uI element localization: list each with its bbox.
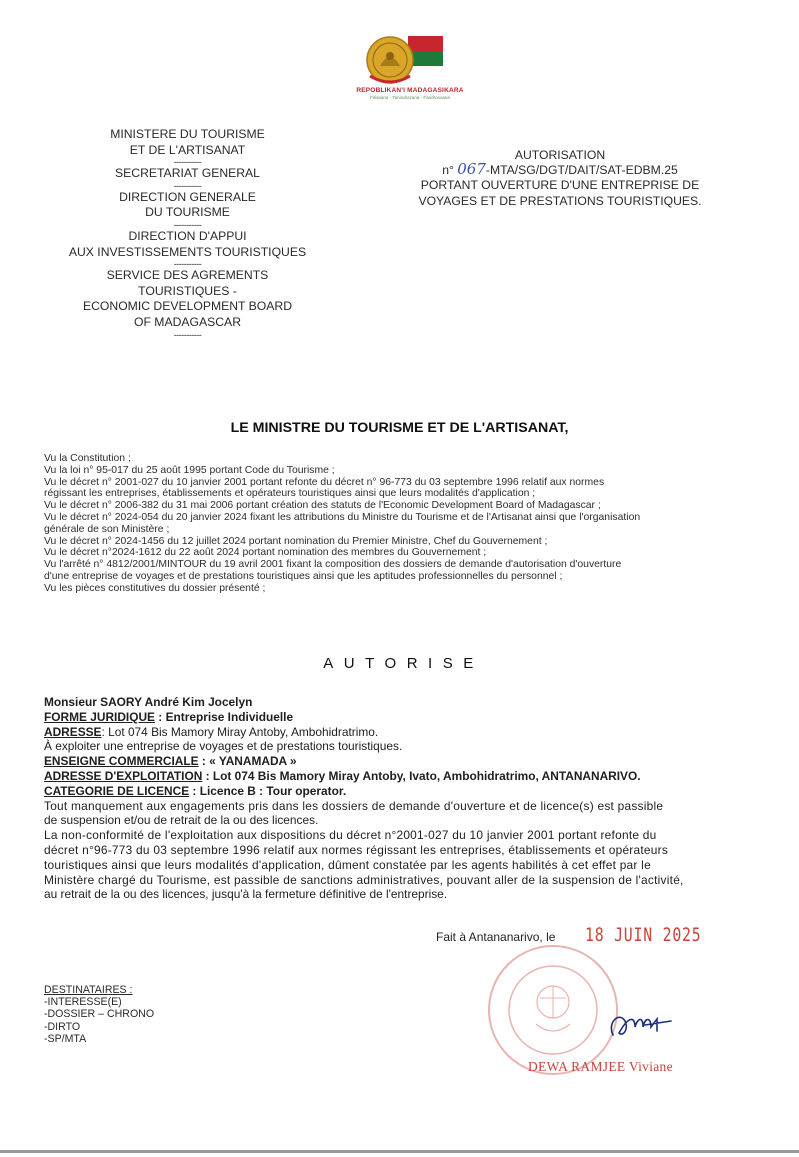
authorization-header (380, 148, 740, 209)
recipient-item: -SP/MTA (44, 1032, 87, 1045)
seal-motto: Fitiavana - Tanindrazana - Fandrosoana (370, 95, 450, 100)
visa-line: Vu le décret n° 2001-027 du 10 janvier 2001 portant refonte du décret n° 96-773 du 03 septembre 1996 relatif aux normes (44, 476, 605, 488)
licence-label: CATEGORIE DE LICENCE (44, 783, 190, 798)
enseigne-label: ENSEIGNE COMMERCIALE (44, 754, 199, 769)
minister-heading: LE MINISTRE DU TOURISME ET DE L'ARTISANAT, (230, 420, 569, 436)
paragraph-line: La non-conformité de l'exploitation aux dispositions du décret n°2001-027 du 10 janvier 2001 portant refonte du (44, 828, 657, 843)
service-line3: ECONOMIC DEVELOPMENT BOARD (82, 299, 293, 314)
adresse-label: ADRESSE (44, 724, 102, 739)
number-suffix: -MTA/SG/DGT/DAIT/SAT-EDBM.25 (485, 162, 678, 177)
forme-juridique (44, 710, 758, 725)
purpose: À exploiter une entreprise de voyages et de prestations touristiques. (44, 739, 403, 754)
authorization-subject-line2: VOYAGES ET DE PRESTATIONS TOURISTIQUES. (418, 193, 702, 208)
place-and-date-label: Fait à Antananarivo, le (436, 930, 556, 944)
separator: ----------- (173, 157, 202, 168)
direction-generale-line2: DU TOURISME (145, 205, 230, 220)
enseigne (44, 754, 758, 769)
direction-generale-line1: DIRECTION GENERALE (119, 189, 256, 204)
licence-value: : Licence B : Tour operator. (189, 783, 347, 798)
visa-line: Vu le décret n° 2024-1456 du 12 juillet 2024 portant nomination du Premier Ministre, Chef du Gouvernement ; (44, 535, 548, 547)
authorization-number (380, 159, 740, 179)
visa-line: Vu le décret n° 2006-382 du 31 mai 2006 portant création des statuts de l'Economic Development Board of Madagascar ; (44, 500, 601, 512)
autorise-heading: AUTORISE (323, 655, 484, 672)
adresse-value: : Lot 074 Bis Mamory Miray Antoby, Ambohidratrimo. (101, 724, 379, 739)
categorie-licence (44, 784, 758, 799)
ministry-name-line1: MINISTERE DU TOURISME (110, 127, 265, 141)
paragraph-line: de suspension et/ou de retrait de la ou des licences. (44, 813, 319, 828)
service-line1: SERVICE DES AGREMENTS (106, 268, 269, 283)
forme-value: : Entreprise Individuelle (155, 709, 294, 724)
visa-line: générale de son Ministère ; (44, 523, 170, 535)
grantee-name: Monsieur SAORY André Kim Jocelyn (44, 695, 253, 709)
separator: ----------- (173, 180, 202, 191)
visa-line: Vu les pièces constitutives du dossier présenté ; (44, 582, 266, 594)
recipient-item: -DIRTO (44, 1020, 81, 1033)
signatory-name: DEWA RAMJEE Viviane (528, 1059, 673, 1074)
handwritten-number: 067 (457, 159, 486, 178)
adresse (44, 725, 758, 740)
number-prefix: n° (442, 162, 454, 177)
recipients-title: DESTINATAIRES : (44, 984, 133, 996)
visa-line: régissant les entreprises, établissements et opérateurs touristiques ainsi que leurs modalités d'application ; (44, 488, 536, 500)
secretariat: SECRETARIAT GENERAL (115, 166, 260, 181)
recipient-item: -INTERESSE(E) (44, 996, 122, 1009)
seal-caption: REPOBLIKAN'I MADAGASIKARA (356, 87, 464, 94)
signature-icon (605, 1005, 675, 1045)
forme-label: FORME JURIDIQUE (44, 709, 155, 724)
visa-line: Vu le décret n°2024-1612 du 22 août 2024 portant nomination des membres du Gouvernement ; (44, 547, 487, 559)
direction-appui-line1: DIRECTION D'APPUI (128, 228, 247, 243)
separator: ----------- (173, 329, 202, 340)
authorization-body (44, 695, 758, 902)
paragraph-line: au retrait de la ou des licences, jusqu'à la fermeture définitive de l'entreprise. (44, 887, 448, 902)
visa-line: Vu la loi n° 95-017 du 25 août 1995 portant Code du Tourisme ; (44, 464, 335, 476)
legal-references (44, 453, 764, 595)
recipient-item: -DOSSIER – CHRONO (44, 1008, 155, 1021)
visa-line: Vu la Constitution ; (44, 453, 131, 464)
visa-line: d'une entreprise de voyages et de prestations touristiques ainsi que les aptitudes professionnelles du personnel ; (44, 570, 563, 582)
scan-edge-rule (0, 1150, 799, 1153)
authorization-subject-line1: PORTANT OUVERTURE D'UNE ENTREPRISE DE (420, 178, 700, 193)
paragraph-line: Tout manquement aux engagements pris dans les dossiers de demande d'ouverture et de licence(s) est passible (44, 798, 664, 813)
exploit-label: ADRESSE D'EXPLOITATION (44, 768, 203, 783)
ministry-header (40, 127, 335, 339)
separator: ----------- (173, 219, 202, 230)
date-stamp: 18 JUIN 2025 (585, 924, 702, 946)
recipients (44, 984, 154, 1045)
visa-line: Vu le décret n° 2024-054 du 20 janvier 2024 fixant les attributions du Ministre du Tourisme et de l'Artisanat ainsi que l'organisation (44, 511, 641, 523)
enseigne-value: : « YANAMADA » (198, 754, 297, 769)
separator: ----------- (173, 259, 202, 270)
adresse-exploitation (44, 769, 758, 784)
authorization-title: AUTORISATION (514, 148, 606, 162)
exploit-value: : Lot 074 Bis Mamory Miray Antoby, Ivato, Ambohidratrimo, ANTANANARIVO. (202, 768, 641, 783)
service-line4: OF MADAGASCAR (134, 314, 241, 329)
direction-appui-line2: AUX INVESTISSEMENTS TOURISTIQUES (68, 244, 307, 259)
paragraph-line: Ministère chargé du Tourisme, est passible de sanctions administratives, pouvant aller de la suspension de l'activité, (44, 872, 684, 887)
paragraph-line: décret n°96-773 du 03 septembre 1996 relatif aux normes régissant les entreprises, établissements et opérateurs (44, 842, 669, 857)
visa-line: Vu l'arrêté n° 4812/2001/MINTOUR du 19 avril 2001 fixant la composition des dossiers de demande d'autorisation d'ouverture (44, 559, 622, 571)
paragraph-line: touristiques ainsi que leurs modalités d'application, dûment constatée par les agents habilités à cet effet par le (44, 857, 651, 872)
ministry-name-line2: ET DE L'ARTISANAT (129, 142, 246, 157)
service-line2: TOURISTIQUES - (138, 283, 237, 298)
